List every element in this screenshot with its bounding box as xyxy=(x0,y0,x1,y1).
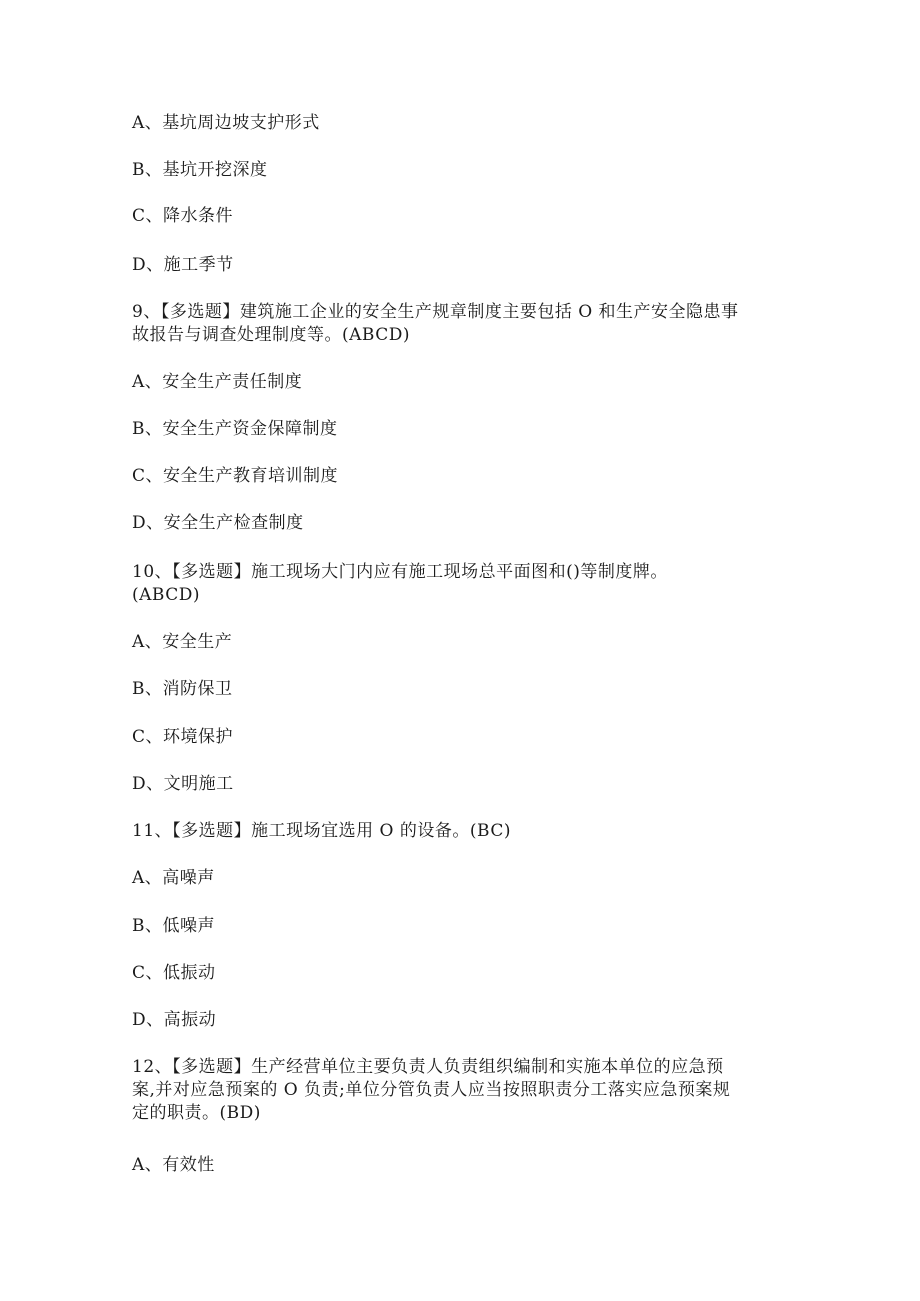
q9-stem xyxy=(132,301,792,347)
q9-option-a: A、安全生产责任制度 xyxy=(132,372,303,392)
q11-option-c: C、低振动 xyxy=(132,963,216,983)
q9-option-c: C、安全生产教育培训制度 xyxy=(132,466,339,486)
q12-stem-line: 案,并对应急预案的 O 负责;单位分管负责人应当按照职责分工落实应急预案规 xyxy=(132,1080,731,1100)
q9-stem-line: 9、【多选题】建筑施工企业的安全生产规章制度主要包括 O 和生产安全隐患事 xyxy=(132,302,739,322)
q10-option-d: D、文明施工 xyxy=(132,774,234,794)
q11-stem-line: 11、【多选题】施工现场宜选用 O 的设备。(BC) xyxy=(132,821,511,841)
q12-stem-line: 12、【多选题】生产经营单位主要负责人负责组织编制和实施本单位的应急预 xyxy=(132,1057,724,1077)
q8-option-b: B、基坑开挖深度 xyxy=(132,160,268,180)
q11-option-b: B、低噪声 xyxy=(132,916,215,936)
q8-option-d: D、施工季节 xyxy=(132,255,234,275)
q11-option-d: D、高振动 xyxy=(132,1010,217,1030)
q12-stem xyxy=(132,1056,792,1125)
q11-stem xyxy=(132,820,792,843)
q9-option-d: D、安全生产检查制度 xyxy=(132,513,304,533)
q10-option-c: C、环境保护 xyxy=(132,727,234,747)
q10-stem-line: (ABCD) xyxy=(132,585,200,605)
q10-option-a: A、安全生产 xyxy=(132,632,233,652)
q8-option-a: A、基坑周边坡支护形式 xyxy=(132,113,320,133)
q12-stem-line: 定的职责。(BD) xyxy=(132,1103,261,1123)
q10-stem-line: 10、【多选题】施工现场大门内应有施工现场总平面图和()等制度牌。 xyxy=(132,562,668,582)
q10-stem xyxy=(132,561,792,607)
q9-stem-line: 故报告与调查处理制度等。(ABCD) xyxy=(132,325,410,345)
q12-option-a: A、有效性 xyxy=(132,1155,215,1175)
q11-option-a: A、高噪声 xyxy=(132,868,215,888)
q9-option-b: B、安全生产资金保障制度 xyxy=(132,419,338,439)
q10-option-b: B、消防保卫 xyxy=(132,679,233,699)
q8-option-c: C、降水条件 xyxy=(132,206,234,226)
